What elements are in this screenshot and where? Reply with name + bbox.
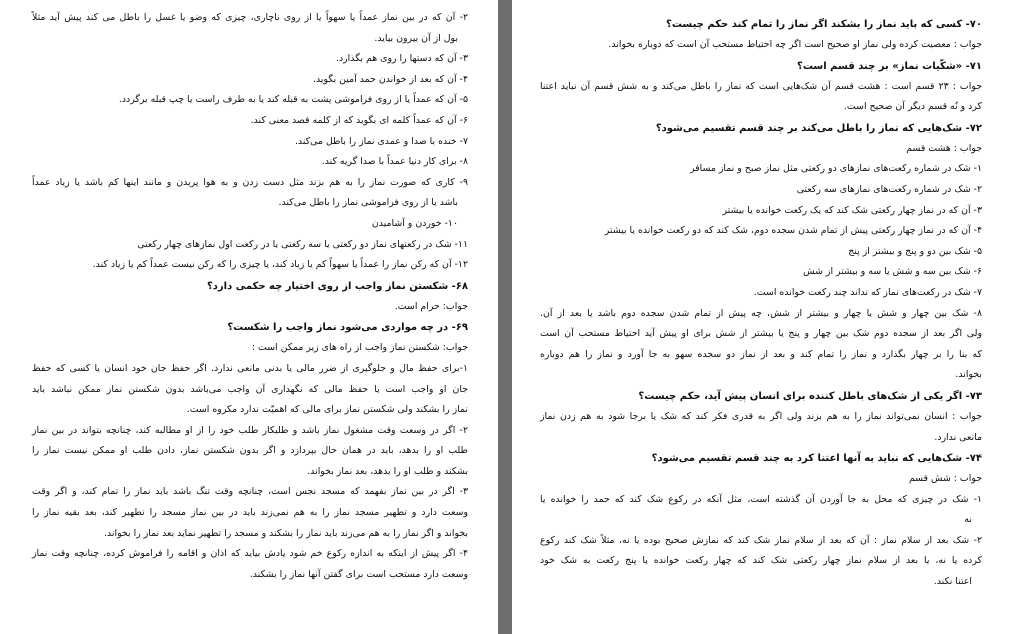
list-item: بخواند و اگر نماز را به هم می‌زند باید نماز را بشکند و مسجد را تطهیر نماید بعد نماز را بخواند. [104, 527, 468, 539]
list-item: ۱- شک در شماره رکعت‌های نمازهای دو رکعتی مثل نماز صبح و نماز مسافر [690, 163, 982, 175]
list-item: ۵- شک بین دو و پنج و بیشتر از پنج [848, 245, 982, 257]
right-column [540, 14, 982, 593]
list-item: بول از آن بیرون بیاید. [374, 32, 458, 44]
list-item: ۷- خنده با صدا و عمدی نماز را باطل می‌کند. [294, 135, 468, 147]
list-item: ۵- آن که عمداً یا از روی فراموشی پشت به قبله کند یا به طرف راست یا چپ قبله برگردد. [118, 94, 468, 106]
list-item: بشکند و طلب او را بدهد، بعد نماز بخواند. [307, 465, 468, 477]
question-73-answer: جواب : انسان نمی‌تواند نماز را به هم بزند ولی اگر به قدری فکر کند که شک یا برجا شود به هم زدن نماز [540, 410, 982, 422]
list-item: ۴- آن که بعد از خواندن حمد آمین بگوید. [313, 73, 468, 85]
question-73-answer: مانعی ندارد. [934, 431, 982, 443]
list-item: ۸- شک بین چهار و شش یا چهار و بیشتر از شش، چه پیش از تمام شدن سجده دوم باشد یا بعد از آن. [540, 307, 982, 319]
list-item: ۱۱- شک در رکعتهای نماز دو رکعتی یا سه رکعتی یا در رکعت اول نمازهای چهار رکعتی [137, 238, 468, 250]
list-item: جان او واجب است یا حفظ مالی که نگهداری آن واجب می‌باشد بدون شکستن نماز ممکن نباشد باید [32, 383, 468, 395]
list-item: ۲- اگر در وسعت وقت مشغول نماز باشد و طلبکار طلب خود را از او مطالبه کند، چنانچه بتواند در بین نماز [32, 424, 468, 436]
list-item: ۲- آن که در بین نماز عمداً یا سهواً یا از روی ناچاری، چیزی که وضو یا غسل را باطل می کند پیش آید مثلاً [32, 12, 468, 23]
question-68-answer: جواب: حرام است. [394, 300, 468, 312]
question-72-title: ۷۲- شک‌هایی که نماز را باطل می‌کند بر چند قسم تقسیم می‌شود؟ [655, 122, 982, 134]
question-73-title: ۷۳- اگر یکی از شک‌های باطل کننده برای انسان پیش آید، حکم چیست؟ [638, 390, 982, 402]
question-70-answer: جواب : معصیت کرده ولی نماز او صحیح است اگر چه احتیاط مستحب آن است که دوباره بخواند. [608, 39, 982, 50]
list-item: ۱۲- آن که رکن نماز را عمداً یا سهواً کم یا زیاد کند، یا چیزی را که رکن نیست عمداً کم یا زیاد کند. [92, 259, 468, 271]
list-item: ۶- آن که عمداً کلمه ای بگوید که از کلمه قصد معنی کند. [250, 114, 468, 126]
list-item: ۱- شک در چیزی که محل به جا آوردن آن گذشته است، مثل آنکه در رکوع شک کند که حمد را خوانده یا [540, 493, 982, 505]
list-item: ۳- اگر در بین نماز بفهمد که مسجد نجس است، چنانچه وقت تنگ باشد باید نماز را تمام کند، و اگر وقت [32, 486, 468, 498]
left-page [0, 0, 498, 634]
list-item: نماز را بشکند ولی شکستن نماز برای مالی که اهمیّت ندارد مکروه است. [186, 404, 468, 416]
question-71-answer: کرد و نُه قسم دیگر آن صحیح است. [843, 101, 982, 113]
list-item: ۱-برای حفظ مال و جلوگیری از ضرر مالی یا بدنی مانعی ندارد. اگر حفظ جان خود انسان یا کسی که حفظ [32, 362, 468, 374]
list-item: ۲- شک بعد از سلام نماز : آن که بعد از سلام نماز شک کند که نمازش صحیح بوده یا نه، مثلاً شک کند رکوع [540, 534, 982, 546]
list-item: نه [964, 514, 972, 526]
list-item: ۱۰- خوردن و آشامیدن [371, 217, 458, 229]
list-item: وسعت دارد و تطهیر مسجد نماز را به هم نمی‌زند باید در بین نماز مسجد را تطهیر کند، بعد بقیه نماز را [32, 507, 468, 519]
list-item: طلب او را بدهد، باید در همان حال بپردازد و اگر بدون شکستن نماز، دادن طلب او ممکن نیست نماز را [32, 445, 468, 457]
question-74-intro: جواب : شش قسم [908, 473, 982, 485]
page-gutter [498, 0, 512, 634]
list-item: اعتنا نکند. [933, 576, 972, 588]
list-item: ۳- آن که دستها را روی هم بگذارد. [335, 53, 468, 65]
list-item: ۸- برای کار دنیا عمداً با صدا گریه کند. [321, 156, 468, 168]
list-item: وسعت دارد مستحب است برای گفتن آنها نماز را بشکند. [249, 568, 468, 580]
list-item: ۷- شک در رکعت‌های نماز که نداند چند رکعت خوانده است. [753, 286, 982, 298]
question-69-intro: جواب: شکستن نماز واجب از راه های زیر ممکن است : [251, 342, 468, 354]
list-item: ۳- آن که در نماز چهار رکعتی شک کند که یک رکعت خوانده یا بیشتر [722, 204, 982, 216]
list-item: ۴- اگر پیش از اینکه به اندازه رکوع خم شود یادش بیاید که اذان و اقامه را فراموش کرده، چنانچه وقت نماز [32, 548, 468, 560]
question-71-answer: جواب : ۲۳ قسم است : هشت قسم آن شک‌هایی است که نماز را باطل می‌کند و به شش قسم آن نباید اعتنا [540, 80, 982, 92]
left-column [32, 8, 468, 585]
list-item: کرده یا نه، یا بعد از سلام نماز چهار رکعتی شک کند که چهار رکعت خوانده یا پنج رکعت به شک خود [540, 555, 982, 567]
list-item: ۲- شک در شماره رکعت‌های نمازهای سه رکعتی [796, 183, 982, 195]
question-72-intro: جواب : هشت قسم [906, 142, 982, 154]
list-item: بخواند. [955, 369, 982, 381]
list-item: ۹- کاری که صورت نماز را به هم بزند مثل دست زدن و به هوا پریدن و مانند اینها کم باشد یا زیاد عمداً [32, 176, 468, 188]
question-68-title: ۶۸- شکستن نماز واجب از روی اختیار چه حکمی دارد؟ [206, 280, 468, 292]
question-74-title: ۷۴- شک‌هایی که نباید به آنها اعتنا کرد به چند قسم تقسیم می‌شود؟ [651, 453, 982, 465]
question-71-title: ۷۱- «شکّیات نماز» بر چند قسم است؟ [797, 60, 982, 72]
question-69-title: ۶۹- در چه مواردی می‌شود نماز واجب را شکست؟ [227, 322, 468, 334]
question-70-title: ۷۰- کسی که باید نماز را بشکند اگر نماز را تمام کند حکم چیست؟ [666, 19, 982, 30]
list-item: ولی اگر بعد از سجده دوم شک بین چهار و پنج یا بیشتر از شش برای او پیش آید احتیاط مستحب آن است [540, 328, 982, 340]
list-item: ۶- شک بین سه و شش یا سه و بیشتر از شش [803, 266, 982, 278]
list-item: که بنا را بر چهار بگذارد و نماز را تمام کند و بعد از نماز دو سجده سهو به جا آورد و نماز را هم دوباره [540, 348, 982, 360]
right-page [512, 0, 1012, 634]
list-item: ۴- آن که در نماز چهار رکعتی پیش از تمام شدن سجده دوم، شک کند که دو رکعت خوانده یا بیشتر [604, 225, 982, 237]
list-item: باشد یا از روی فراموشی نماز را باطل می‌کند. [278, 197, 458, 209]
